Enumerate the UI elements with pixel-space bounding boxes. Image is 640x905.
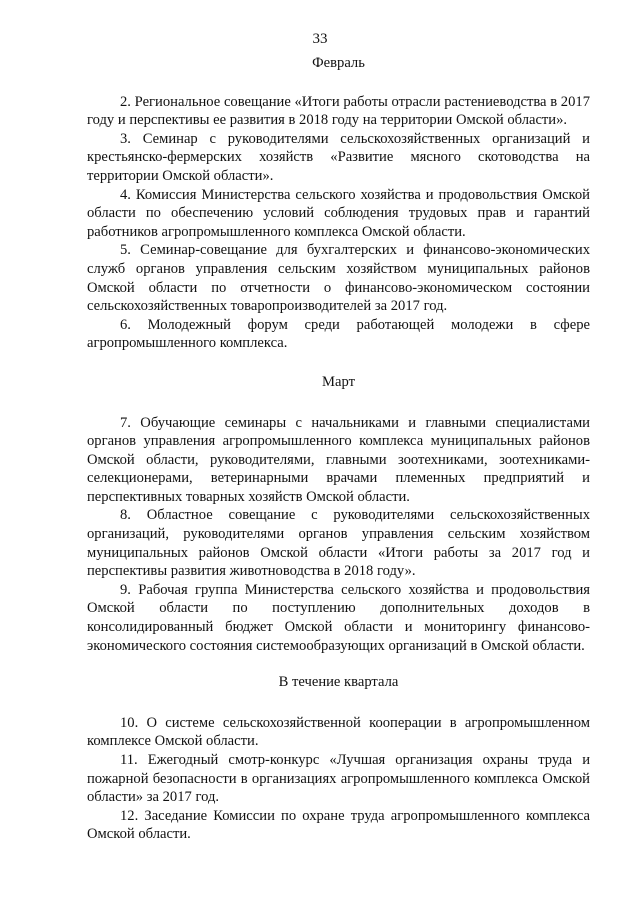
section-quarter bbox=[87, 673, 590, 844]
list-item: 10. О системе сельскохозяйственной кооперации в агропромышленном комплексе Омской области. bbox=[87, 714, 590, 750]
list-item: 4. Комиссия Министерства сельского хозяйства и продовольствия Омской области по обеспечению условий соблюдения трудовых прав и гарантий работников агропромышленного комплекса Омской области. bbox=[87, 186, 590, 240]
section-spacer bbox=[87, 392, 590, 414]
section-heading-march: Март bbox=[322, 373, 355, 390]
section-spacer bbox=[87, 73, 590, 93]
document-body bbox=[87, 54, 590, 844]
list-item: 2. Региональное совещание «Итоги работы отрасли растениеводства в 2017 году и перспективы ее развития в 2018 году на территории Омской области». bbox=[87, 93, 590, 129]
list-item: 11. Ежегодный смотр-конкурс «Лучшая организация охраны труда и пожарной безопасности в организациях агропромышленного комплекса Омской области» за 2017 год. bbox=[87, 752, 590, 806]
list-item: 8. Областное совещание с руководителями сельскохозяйственных организаций, руководителями органов управления сельским хозяйством муниципальных районов Омской области «Итоги работы за 2017 год и перспективы развития животноводства в 2018 году». bbox=[87, 507, 590, 580]
list-item: 9. Рабочая группа Министерства сельского хозяйства и продовольствия Омской области по поступлению дополнительных доходов в консолидированный бюджет Омской области и мониторингу финансово-экономического состояния системообразующих организаций в Омской области. bbox=[87, 581, 590, 654]
section-heading-quarter: В течение квартала bbox=[278, 674, 399, 691]
section-march bbox=[87, 373, 590, 655]
list-item: 12. Заседание Комиссии по охране труда агропромышленного комплекса Омской области. bbox=[87, 807, 590, 843]
list-item: 5. Семинар-совещание для бухгалтерских и финансово-экономических служб органов управления сельским хозяйством муниципальных районов Омской области по отчетности о финансово-экономическом состоянии сельскохозяйственных товаропроизводителей за 2017 год. bbox=[87, 242, 590, 315]
section-heading-february: Февраль bbox=[312, 55, 365, 71]
list-item: 3. Семинар с руководителями сельскохозяйственных организаций и крестьянско-фермерских хозяйств «Развитие мясного скотоводства на территории Омской области». bbox=[87, 130, 590, 184]
section-spacer bbox=[87, 692, 590, 714]
list-item: 7. Обучающие семинары с начальниками и главными специалистами органов управления агропромышленного комплекса муниципальных районов Омской области, руководителями, главными зоотехниками, зоотехниками-селекционерами, ветеринарными врачами племенных предприятий и перспективных товарных хозяйств Омской области. bbox=[87, 414, 590, 505]
section-february bbox=[87, 54, 590, 353]
page-number: 33 bbox=[312, 31, 328, 47]
list-item: 6. Молодежный форум среди работающей молодежи в сфере агропромышленного комплекса. bbox=[87, 316, 590, 352]
